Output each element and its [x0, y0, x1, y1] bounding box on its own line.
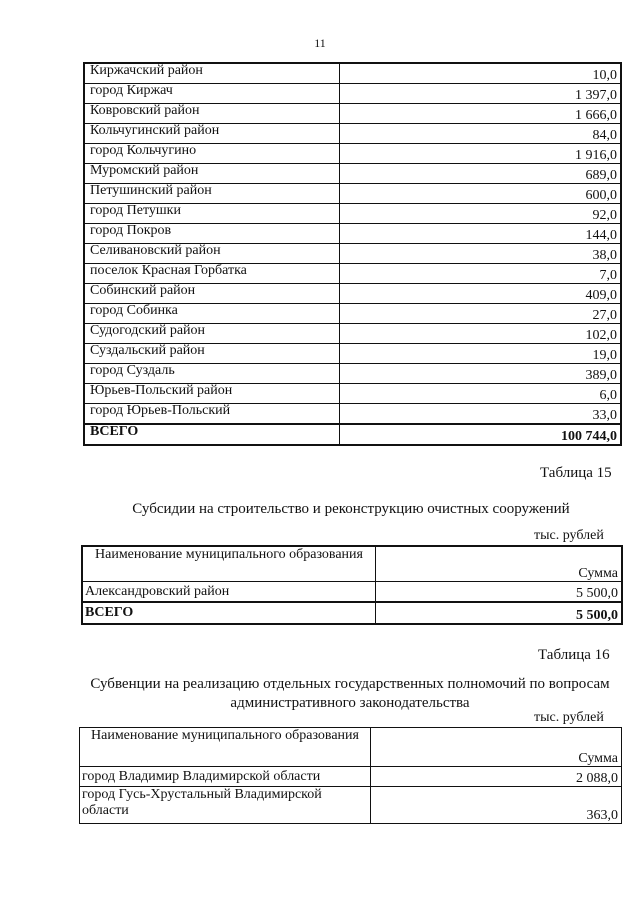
total-label: ВСЕГО: [84, 424, 340, 445]
table-row: [84, 284, 621, 304]
row-name: Ковровский район: [84, 104, 340, 124]
table-row: [84, 384, 621, 404]
table-header-row: [80, 728, 622, 767]
row-name: город Кольчугино: [84, 144, 340, 164]
table-row: [84, 224, 621, 244]
row-value: 600,0: [340, 184, 622, 204]
row-value: 84,0: [340, 124, 622, 144]
header-name-cell: Наименование муниципального образования: [80, 728, 371, 767]
table15-units: тыс. рублей: [534, 528, 604, 543]
row-value: 389,0: [340, 364, 622, 384]
total-label: ВСЕГО: [82, 602, 376, 624]
row-name: Селивановский район: [84, 244, 340, 264]
row-value: 92,0: [340, 204, 622, 224]
row-value: 689,0: [340, 164, 622, 184]
table-row: [84, 204, 621, 224]
row-name: город Киржач: [84, 84, 340, 104]
table16: [79, 727, 622, 824]
row-value: 102,0: [340, 324, 622, 344]
table-row: [84, 84, 621, 104]
table-row: [84, 304, 621, 324]
row-name: Александровский район: [82, 582, 376, 603]
total-row: [84, 424, 621, 445]
row-value: 38,0: [340, 244, 622, 264]
table-row: [84, 364, 621, 384]
row-value: 10,0: [340, 63, 622, 84]
row-value: 409,0: [340, 284, 622, 304]
table-row: [80, 787, 622, 824]
row-name: Юрьев-Польский район: [84, 384, 340, 404]
row-value: 33,0: [340, 404, 622, 425]
table-row: [84, 63, 621, 84]
row-name: Муромский район: [84, 164, 340, 184]
row-value: 2 088,0: [371, 767, 622, 787]
row-value: 5 500,0: [376, 582, 623, 603]
total-row: [82, 602, 622, 624]
row-name: город Петушки: [84, 204, 340, 224]
header-name-cell: Наименование муниципального образования: [82, 546, 376, 582]
row-value: 1 666,0: [340, 104, 622, 124]
table-row: [80, 767, 622, 787]
row-value: 1 397,0: [340, 84, 622, 104]
table16-title: [70, 675, 630, 713]
row-name: город Суздаль: [84, 364, 340, 384]
table15: [81, 545, 623, 625]
table16-title-line2: административного законодательства: [230, 694, 470, 711]
table-row: [84, 404, 621, 425]
row-name: Суздальский район: [84, 344, 340, 364]
row-name: поселок Красная Горбатка: [84, 264, 340, 284]
table-row: [84, 344, 621, 364]
total-value: 5 500,0: [376, 602, 623, 624]
row-name: город Покров: [84, 224, 340, 244]
table-row: [84, 144, 621, 164]
page-number: 11: [314, 36, 326, 50]
table-header-row: [82, 546, 622, 582]
row-name: Киржачский район: [84, 63, 340, 84]
row-name: Петушинский район: [84, 184, 340, 204]
table-row: [84, 324, 621, 344]
row-value: 1 916,0: [340, 144, 622, 164]
table-row: [84, 244, 621, 264]
table16-units: тыс. рублей: [534, 710, 604, 725]
row-name: город Гусь-Хрустальный Владимирской области: [80, 787, 371, 824]
row-value: 19,0: [340, 344, 622, 364]
table-row: [84, 104, 621, 124]
row-value: 363,0: [371, 787, 622, 824]
row-value: 7,0: [340, 264, 622, 284]
table-row: [84, 164, 621, 184]
row-name: город Юрьев-Польский: [84, 404, 340, 425]
row-value: 27,0: [340, 304, 622, 324]
table15-title: Субсидии на строительство и реконструкцию очистных сооружений: [132, 501, 570, 517]
table15-caption: Таблица 15: [540, 465, 612, 481]
row-name: Собинский район: [84, 284, 340, 304]
row-value: 6,0: [340, 384, 622, 404]
table-row: [82, 582, 622, 603]
total-value: 100 744,0: [340, 424, 622, 445]
table-row: [84, 264, 621, 284]
row-value: 144,0: [340, 224, 622, 244]
row-name: город Владимир Владимирской области: [80, 767, 371, 787]
table-row: [84, 124, 621, 144]
subsidy-table-continued: [83, 62, 622, 446]
table16-title-line1: Субвенции на реализацию отдельных государственных полномочий по вопросам: [90, 676, 610, 692]
table-row: [84, 184, 621, 204]
header-sum-cell: Сумма: [376, 546, 623, 582]
table16-caption: Таблица 16: [538, 647, 610, 663]
row-name: Кольчугинский район: [84, 124, 340, 144]
row-name: город Собинка: [84, 304, 340, 324]
header-sum-cell: Сумма: [371, 728, 622, 767]
row-name: Судогодский район: [84, 324, 340, 344]
